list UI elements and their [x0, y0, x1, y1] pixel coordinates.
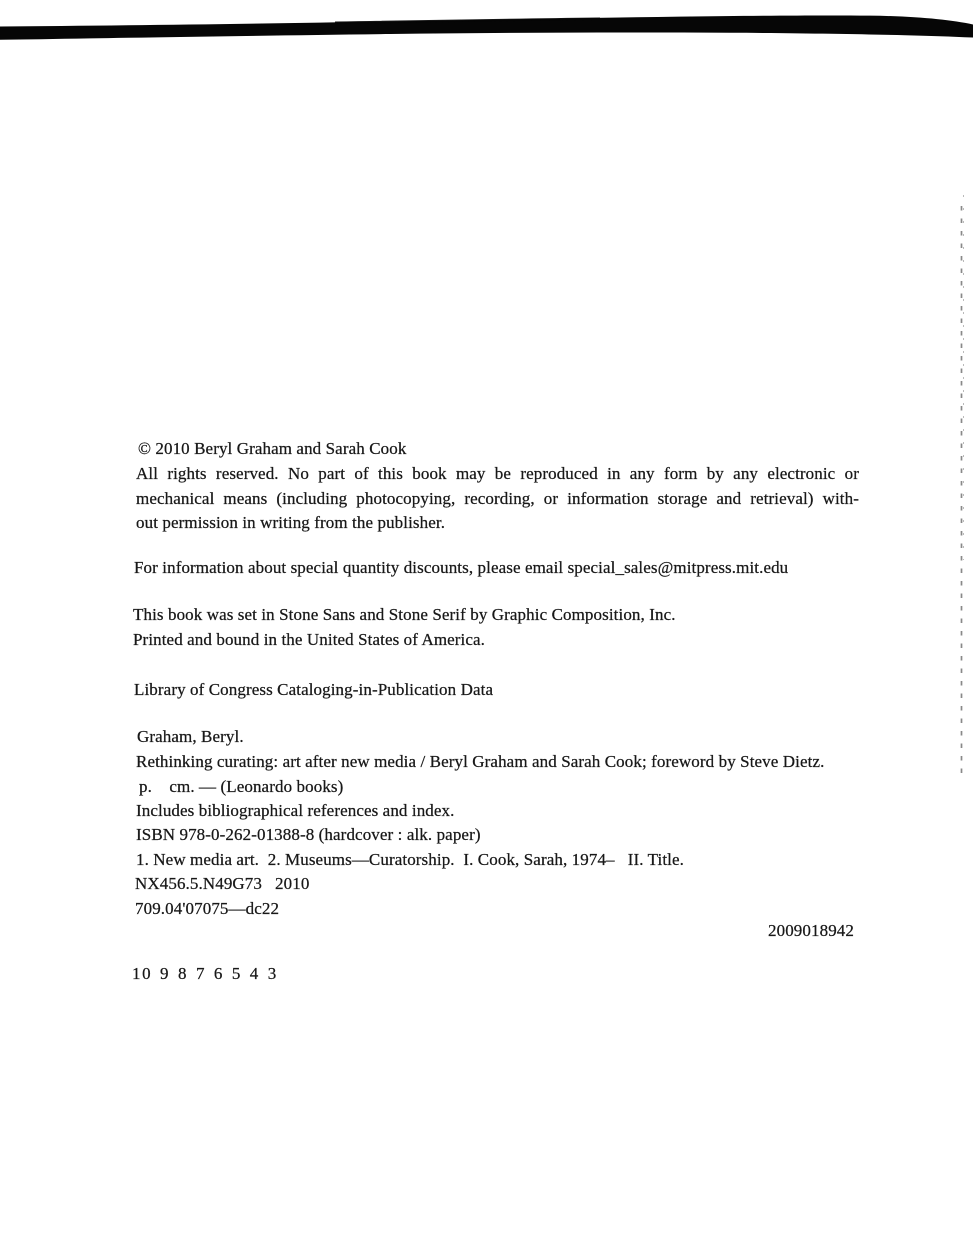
special-sales-line: For information about special quantity discounts, please email special_sales@mitpress.mit.edu [134, 558, 789, 577]
cip-references-line: Includes bibliographical references and index. [136, 801, 455, 820]
cip-series-line: p. cm. — (Leonardo books) [139, 777, 344, 796]
rights-reserved-line-3: out permission in writing from the publisher. [136, 513, 446, 532]
cip-dewey-line: 709.04'07075—dc22 [135, 899, 280, 918]
cip-lc-classification-line: NX456.5.N49G73 2010 [135, 874, 310, 893]
cip-author-line: Graham, Beryl. [137, 727, 244, 746]
typeset-info-line: This book was set in Stone Sans and Stone Serif by Graphic Composition, Inc. [133, 605, 676, 624]
printed-info-line: Printed and bound in the United States of America. [133, 630, 486, 649]
lccn-number: 2009018942 [768, 921, 854, 940]
printers-key: 10 9 8 7 6 5 4 3 [132, 964, 278, 983]
rights-reserved-line-1: All rights reserved. No part of this book may be reproduced in any form by any electronic or [136, 464, 859, 483]
cip-heading: Library of Congress Cataloging-in-Publication Data [134, 680, 494, 699]
cip-subjects-line: 1. New media art. 2. Museums—Curatorship. I. Cook, Sarah, 1974– II. Title. [136, 850, 684, 869]
page-edge-scan-artifact [0, 0, 973, 60]
rights-reserved-line-2: mechanical means (including photocopying, recording, or information storage and retrieval) with- [136, 489, 859, 508]
copyright-notice-line: © 2010 Beryl Graham and Sarah Cook [138, 439, 407, 458]
cip-isbn-line: ISBN 978-0-262-01388-8 (hardcover : alk. paper) [136, 825, 481, 844]
cip-title-line: Rethinking curating: art after new media / Beryl Graham and Sarah Cook; foreword by Steve Dietz. [136, 752, 825, 771]
